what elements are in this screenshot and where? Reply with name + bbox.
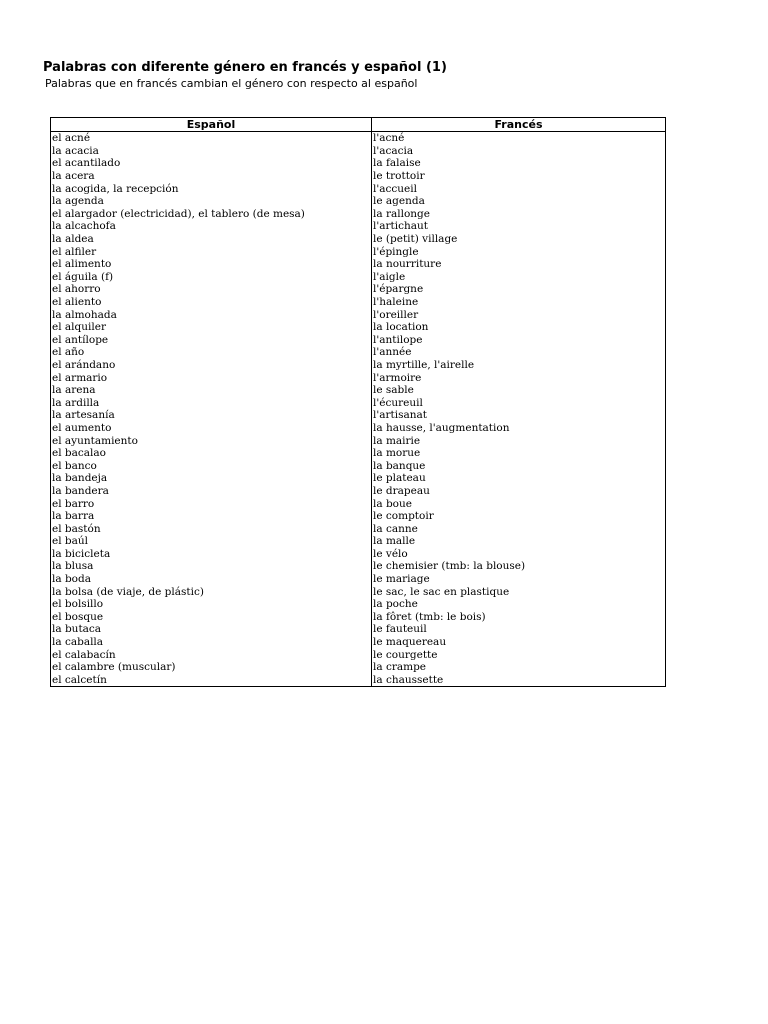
french-word-cell: la boue bbox=[372, 497, 666, 510]
table-row bbox=[51, 384, 666, 397]
spanish-word-cell: el bolsillo bbox=[51, 598, 372, 611]
spanish-word-cell: la alcachofa bbox=[51, 220, 372, 233]
french-word-cell: le sac, le sac en plastique bbox=[372, 585, 666, 598]
table-row bbox=[51, 145, 666, 158]
spanish-word-cell: la barra bbox=[51, 510, 372, 523]
french-word-cell: la crampe bbox=[372, 661, 666, 674]
table-row bbox=[51, 422, 666, 435]
french-word-cell: l'acné bbox=[372, 132, 666, 145]
french-word-cell: le chemisier (tmb: la blouse) bbox=[372, 560, 666, 573]
table-row bbox=[51, 510, 666, 523]
french-word-cell: la nourriture bbox=[372, 258, 666, 271]
spanish-word-cell: el acné bbox=[51, 132, 372, 145]
table-row bbox=[51, 220, 666, 233]
table-row bbox=[51, 611, 666, 624]
spanish-word-cell: el armario bbox=[51, 371, 372, 384]
spanish-word-cell: el calabacín bbox=[51, 648, 372, 661]
table-row bbox=[51, 283, 666, 296]
table-row bbox=[51, 661, 666, 674]
table-row bbox=[51, 208, 666, 221]
french-word-cell: l'haleine bbox=[372, 296, 666, 309]
french-word-cell: l'antilope bbox=[372, 334, 666, 347]
spanish-word-cell: la blusa bbox=[51, 560, 372, 573]
column-header-spanish: Español bbox=[51, 118, 372, 132]
spanish-word-cell: el calcetín bbox=[51, 674, 372, 687]
french-word-cell: le trottoir bbox=[372, 170, 666, 183]
french-word-cell: l'épargne bbox=[372, 283, 666, 296]
table-row bbox=[51, 648, 666, 661]
table-header-row bbox=[51, 118, 666, 132]
french-word-cell: la hausse, l'augmentation bbox=[372, 422, 666, 435]
table-row bbox=[51, 258, 666, 271]
spanish-word-cell: el baúl bbox=[51, 535, 372, 548]
spanish-word-cell: la aldea bbox=[51, 233, 372, 246]
spanish-word-cell: el banco bbox=[51, 459, 372, 472]
table-body bbox=[51, 132, 666, 687]
table-row bbox=[51, 447, 666, 460]
french-word-cell: le fauteuil bbox=[372, 623, 666, 636]
spanish-word-cell: la almohada bbox=[51, 308, 372, 321]
table-row bbox=[51, 334, 666, 347]
vocabulary-table bbox=[50, 117, 666, 687]
table-row bbox=[51, 674, 666, 687]
spanish-word-cell: la butaca bbox=[51, 623, 372, 636]
french-word-cell: le vélo bbox=[372, 548, 666, 561]
table-row bbox=[51, 472, 666, 485]
french-word-cell: la falaise bbox=[372, 157, 666, 170]
french-word-cell: l'oreiller bbox=[372, 308, 666, 321]
table-row bbox=[51, 560, 666, 573]
table-row bbox=[51, 434, 666, 447]
table-row bbox=[51, 409, 666, 422]
french-word-cell: l'artichaut bbox=[372, 220, 666, 233]
spanish-word-cell: la acera bbox=[51, 170, 372, 183]
french-word-cell: l'acacia bbox=[372, 145, 666, 158]
table-row bbox=[51, 132, 666, 145]
spanish-word-cell: la bandera bbox=[51, 485, 372, 498]
spanish-word-cell: el año bbox=[51, 346, 372, 359]
spanish-word-cell: el alimento bbox=[51, 258, 372, 271]
spanish-word-cell: el aumento bbox=[51, 422, 372, 435]
table-row bbox=[51, 321, 666, 334]
table-row bbox=[51, 573, 666, 586]
table-row bbox=[51, 195, 666, 208]
french-word-cell: l'armoire bbox=[372, 371, 666, 384]
table-row bbox=[51, 598, 666, 611]
table-row bbox=[51, 359, 666, 372]
table-row bbox=[51, 170, 666, 183]
french-word-cell: le sable bbox=[372, 384, 666, 397]
column-header-french: Francés bbox=[372, 118, 666, 132]
french-word-cell: le plateau bbox=[372, 472, 666, 485]
spanish-word-cell: el acantilado bbox=[51, 157, 372, 170]
spanish-word-cell: la agenda bbox=[51, 195, 372, 208]
spanish-word-cell: el aliento bbox=[51, 296, 372, 309]
table-row bbox=[51, 308, 666, 321]
table-row bbox=[51, 497, 666, 510]
spanish-word-cell: la ardilla bbox=[51, 396, 372, 409]
spanish-word-cell: la artesanía bbox=[51, 409, 372, 422]
french-word-cell: la chaussette bbox=[372, 674, 666, 687]
page-title: Palabras con diferente género en francés y español (1) bbox=[43, 60, 447, 75]
table-row bbox=[51, 459, 666, 472]
table-row bbox=[51, 485, 666, 498]
spanish-word-cell: el barro bbox=[51, 497, 372, 510]
spanish-word-cell: la acogida, la recepción bbox=[51, 182, 372, 195]
table-row bbox=[51, 623, 666, 636]
spanish-word-cell: el calambre (muscular) bbox=[51, 661, 372, 674]
french-word-cell: la malle bbox=[372, 535, 666, 548]
table-row bbox=[51, 548, 666, 561]
table-row bbox=[51, 522, 666, 535]
spanish-word-cell: la arena bbox=[51, 384, 372, 397]
french-word-cell: l'épingle bbox=[372, 245, 666, 258]
spanish-word-cell: la bolsa (de viaje, de plástic) bbox=[51, 585, 372, 598]
french-word-cell: le drapeau bbox=[372, 485, 666, 498]
french-word-cell: la fôret (tmb: le bois) bbox=[372, 611, 666, 624]
spanish-word-cell: el ahorro bbox=[51, 283, 372, 296]
french-word-cell: le agenda bbox=[372, 195, 666, 208]
french-word-cell: l'artisanat bbox=[372, 409, 666, 422]
spanish-word-cell: el bosque bbox=[51, 611, 372, 624]
french-word-cell: la poche bbox=[372, 598, 666, 611]
spanish-word-cell: el ayuntamiento bbox=[51, 434, 372, 447]
french-word-cell: la morue bbox=[372, 447, 666, 460]
table-row bbox=[51, 346, 666, 359]
french-word-cell: la mairie bbox=[372, 434, 666, 447]
table-row bbox=[51, 245, 666, 258]
spanish-word-cell: la bandeja bbox=[51, 472, 372, 485]
french-word-cell: la canne bbox=[372, 522, 666, 535]
spanish-word-cell: el alfiler bbox=[51, 245, 372, 258]
french-word-cell: la location bbox=[372, 321, 666, 334]
french-word-cell: le (petit) village bbox=[372, 233, 666, 246]
spanish-word-cell: la bicicleta bbox=[51, 548, 372, 561]
spanish-word-cell: la caballa bbox=[51, 636, 372, 649]
spanish-word-cell: el antílope bbox=[51, 334, 372, 347]
spanish-word-cell: el alargador (electricidad), el tablero (de mesa) bbox=[51, 208, 372, 221]
french-word-cell: le maquereau bbox=[372, 636, 666, 649]
table-row bbox=[51, 585, 666, 598]
french-word-cell: la rallonge bbox=[372, 208, 666, 221]
french-word-cell: la banque bbox=[372, 459, 666, 472]
french-word-cell: l'accueil bbox=[372, 182, 666, 195]
french-word-cell: le courgette bbox=[372, 648, 666, 661]
table-row bbox=[51, 396, 666, 409]
spanish-word-cell: el bacalao bbox=[51, 447, 372, 460]
french-word-cell: le mariage bbox=[372, 573, 666, 586]
table-row bbox=[51, 271, 666, 284]
table-row bbox=[51, 233, 666, 246]
table-row bbox=[51, 636, 666, 649]
french-word-cell: l'écureuil bbox=[372, 396, 666, 409]
table-row bbox=[51, 296, 666, 309]
french-word-cell: la myrtille, l'airelle bbox=[372, 359, 666, 372]
spanish-word-cell: la acacia bbox=[51, 145, 372, 158]
table-row bbox=[51, 535, 666, 548]
french-word-cell: l'aigle bbox=[372, 271, 666, 284]
spanish-word-cell: el bastón bbox=[51, 522, 372, 535]
page-subtitle: Palabras que en francés cambian el género con respecto al español bbox=[45, 77, 418, 90]
table-row bbox=[51, 182, 666, 195]
french-word-cell: l'année bbox=[372, 346, 666, 359]
spanish-word-cell: el arándano bbox=[51, 359, 372, 372]
spanish-word-cell: el águila (f) bbox=[51, 271, 372, 284]
spanish-word-cell: la boda bbox=[51, 573, 372, 586]
table-row bbox=[51, 157, 666, 170]
table-row bbox=[51, 371, 666, 384]
spanish-word-cell: el alquiler bbox=[51, 321, 372, 334]
french-word-cell: le comptoir bbox=[372, 510, 666, 523]
